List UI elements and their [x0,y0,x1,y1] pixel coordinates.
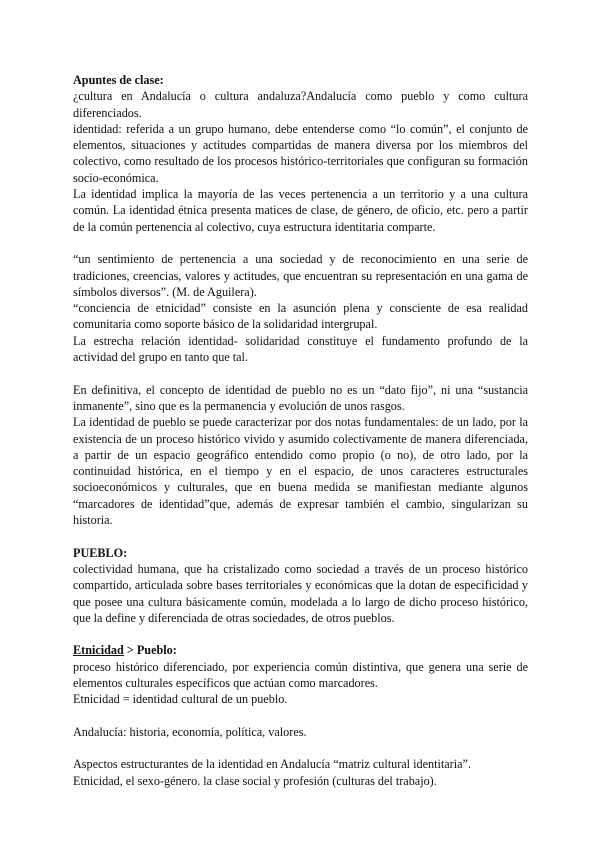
paragraph: La estrecha relación identidad- solidaridad constituye el fundamento profundo de la actividad del grupo en tanto que tal. [73,333,528,365]
section-heading-pueblo: PUEBLO: [73,545,128,560]
paragraph: colectividad humana, que ha cristalizado como sociedad a través de un proceso histórico compartido, articulada sobre bases territoriales y económicas que la dotan de especificidad y que posee una cultura básicamente común, modelada a lo largo de dicho proceso histórico, que la define y diferenciada de otras sociedades, de otros pueblos. [73,561,528,625]
paragraph-quote: “un sentimiento de pertenencia a una sociedad y de reconocimiento en una serie de tradiciones, creencias, valores y actitudes, que encuentran su representación en una gama de símbolos diversos”. (M. de Aguilera). [73,252,528,299]
paragraph: ¿cultura en Andalucía o cultura andaluza?Andalucía como pueblo y como cultura diferenciados. [73,89,528,120]
paragraph: Andalucía: historia, economía, política, valores. [73,724,307,739]
section-heading-etnicidad [73,642,528,658]
heading-greater-than: > [123,643,137,658]
paragraph: La identidad de pueblo se puede caracterizar por dos notas fundamentales: de un lado, por la existencia de un proceso histórico vivido y asumido colectivamente de manera diferenciada, a partir de un espacio geográfico entendido como propio (o no), de otro lado, por la continuidad histórica, en el tiempo y en el espacio, de unos caracteres estructurales socioeconómicos y culturales, que en buena medida se manifiestan mediante algunos “marcadores de identidad”que, además de expresar también el cambio, singularizan su historia. [73,415,528,528]
paragraph: La identidad implica la mayoría de las veces pertenencia a un territorio y a una cultura común. La identidad étnica presenta matices de clase, de género, de oficio, etc. pero a partir de la común pertenencia al colectivo, cuya estructura identitaria comparte. [73,187,528,234]
spacer [73,740,528,756]
paragraph: “conciencia de etnicidad” consiste en la asunción plena y consciente de esa realidad comunitaria como soporte básico de la solidaridad intergrupal. [73,301,528,332]
paragraph: Etnicidad = identidad cultural de un pueblo. [73,692,288,707]
section-heading-apuntes: Apuntes de clase: [73,73,164,87]
paragraph: Etnicidad, el sexo-género. la clase social y profesión (culturas del trabajo). [73,773,437,788]
heading-etnicidad-word: Etnicidad [73,643,124,658]
paragraph: proceso histórico diferenciado, por experiencia común distintiva, que genera una serie de elementos culturales específicos que actúan como marcadores. [73,659,528,690]
paragraph: identidad: referida a un grupo humano, debe entenderse como “lo común”, el conjunto de elementos, situaciones y actitudes compartidas de manera diversa por los miembros del colectivo, como resultado de los procesos histórico-territoriales que configuran su formación socio-económica. [73,121,528,185]
spacer [73,528,528,544]
paragraph: En definitiva, el concepto de identidad de pueblo no es un “dato fijo”, ni una “sustancia inmanente”, sino que es la permanencia y evolución de unos rasgos. [73,382,528,413]
spacer [73,235,528,251]
heading-pueblo-word: Pueblo: [136,643,177,658]
spacer [73,708,528,724]
spacer [73,365,528,381]
paragraph: Aspectos estructurantes de la identidad en Andalucía “matriz cultural identitaria”. [73,757,471,772]
spacer [73,626,528,642]
